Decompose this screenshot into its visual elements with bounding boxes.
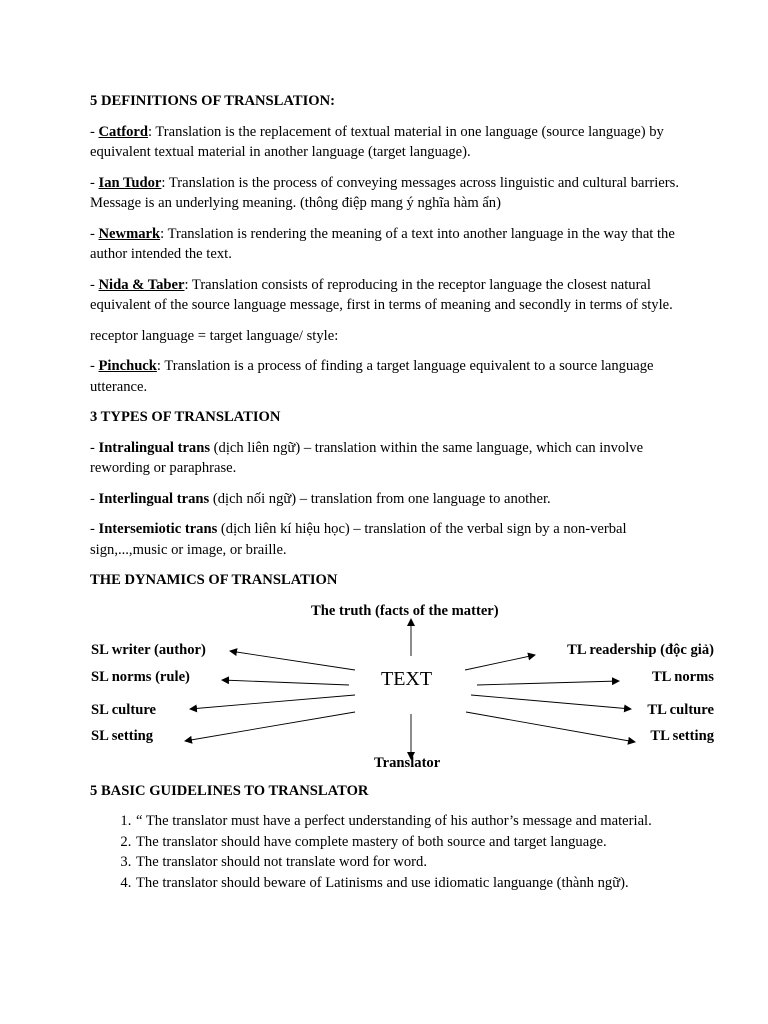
definition-name: Ian Tudor — [98, 174, 162, 191]
tl-culture-label: TL culture — [647, 701, 714, 718]
tl-setting-label: TL setting — [650, 727, 714, 744]
definition-pinchuck: - Pinchuck: Translation is a process of finding a target language equivalent to a source language utterance. — [90, 358, 654, 395]
type-intralingual: - Intralingual trans (dịch liên ngữ) – translation within the same language, which can involve rewording or paraphrase. — [90, 439, 644, 476]
definition-text: : Translation is rendering the meaning of a text into another language in the way that the author intended the text. — [90, 225, 675, 262]
guidelines-list — [90, 811, 680, 893]
dynamics-heading: THE DYNAMICS OF TRANSLATION — [90, 572, 338, 588]
type-term: Interlingual trans — [98, 490, 210, 507]
definition-text: : Translation is a process of finding a target language equivalent to a source language utterance. — [90, 358, 654, 395]
arrow-to-tl-setting — [466, 712, 635, 742]
definition-ian-tudor: - Ian Tudor: Translation is the process of conveying messages across linguistic and cultural barriers. Message is an underlying meaning. (thông điệp mang ý nghĩa hàm ẩn) — [90, 174, 679, 211]
guideline-item: 4. The translator should beware of Latinisms and use idiomatic languange (thành ngữ). — [135, 873, 680, 894]
definition-name: Nida & Taber — [98, 276, 185, 293]
types-heading: 3 TYPES OF TRANSLATION — [90, 409, 281, 425]
sl-setting-label: SL setting — [91, 727, 154, 744]
arrow-to-tl-norms — [477, 681, 619, 685]
definition-nida-taber: - Nida & Taber: Translation consists of reproducing in the receptor language the closest natural equivalent of the source language message, first in terms of meaning and secondly in terms of style. — [90, 276, 673, 313]
definition-text: : Translation is the replacement of textual material in one language (source language) by equivalent textual material in another language (target language). — [90, 123, 664, 160]
guideline-item: 2. The translator should have complete mastery of both source and target language. — [135, 832, 680, 853]
arrow-to-tl-culture — [471, 695, 631, 709]
definition-newmark: - Newmark: Translation is rendering the meaning of a text into another language in the way that the author intended the text. — [90, 225, 675, 262]
arrow-to-tl-readership — [465, 655, 535, 670]
type-term: Intralingual trans — [98, 439, 211, 456]
definition-text: : Translation is the process of conveying messages across linguistic and cultural barriers. Message is an underlying meaning. (thông điệp mang ý nghĩa hàm ẩn) — [90, 174, 679, 211]
definitions-heading: 5 DEFINITIONS OF TRANSLATION: — [90, 93, 336, 109]
arrow-to-sl-norms — [222, 680, 349, 685]
sl-norms-label: SL norms (rule) — [91, 668, 190, 685]
type-text: (dịch liên ngữ) – translation within the same language, which can involve rewording or paraphrase. — [90, 439, 644, 476]
definition-name: Pinchuck — [98, 358, 157, 374]
type-intersemiotic: - Intersemiotic trans (dịch liên kí hiệu học) – translation of the verbal sign by a non-verbal sign,...,music or image, or braille. — [90, 521, 627, 558]
diagram-bottom-label: Translator — [374, 754, 441, 771]
type-term: Intersemiotic trans — [98, 521, 218, 537]
type-text: (dịch liên kí hiệu học) – translation of the verbal sign by a non-verbal sign,...,music or image, or braille. — [90, 521, 627, 558]
tl-readership-label: TL readership (độc giả) — [567, 641, 714, 658]
type-text: (dịch nối ngữ) – translation from one language to another. — [209, 490, 551, 507]
arrow-to-sl-setting — [185, 712, 355, 741]
arrow-to-sl-writer — [230, 651, 355, 670]
sl-writer-label: SL writer (author) — [91, 641, 206, 658]
definition-name: Newmark — [98, 225, 161, 242]
guidelines-heading: 5 BASIC GUIDELINES TO TRANSLATOR — [90, 782, 369, 799]
definition-catford: - Catford: Translation is the replacement of textual material in one language (source language) by equivalent textual material in another language (target language). — [90, 123, 664, 160]
definition-text: : Translation consists of reproducing in the receptor language the closest natural equivalent of the source language message, first in terms of meaning and secondly in terms of style. — [90, 276, 673, 313]
dynamics-diagram — [84, 601, 714, 776]
document-page — [90, 91, 714, 893]
arrow-to-sl-culture — [190, 695, 355, 709]
diagram-center-label: TEXT — [381, 667, 433, 690]
receptor-note: receptor language = target language/ style: — [90, 327, 339, 344]
guideline-item: 3. The translator should not translate word for word. — [135, 852, 680, 873]
definition-name: Catford — [98, 123, 148, 140]
type-interlingual: - Interlingual trans (dịch nối ngữ) – translation from one language to another. — [90, 490, 551, 507]
tl-norms-label: TL norms — [651, 668, 714, 685]
guideline-item: 1. “ The translator must have a perfect understanding of his author’s message and material. — [135, 811, 680, 832]
diagram-top-label: The truth (facts of the matter) — [311, 602, 499, 619]
sl-culture-label: SL culture — [91, 701, 157, 718]
